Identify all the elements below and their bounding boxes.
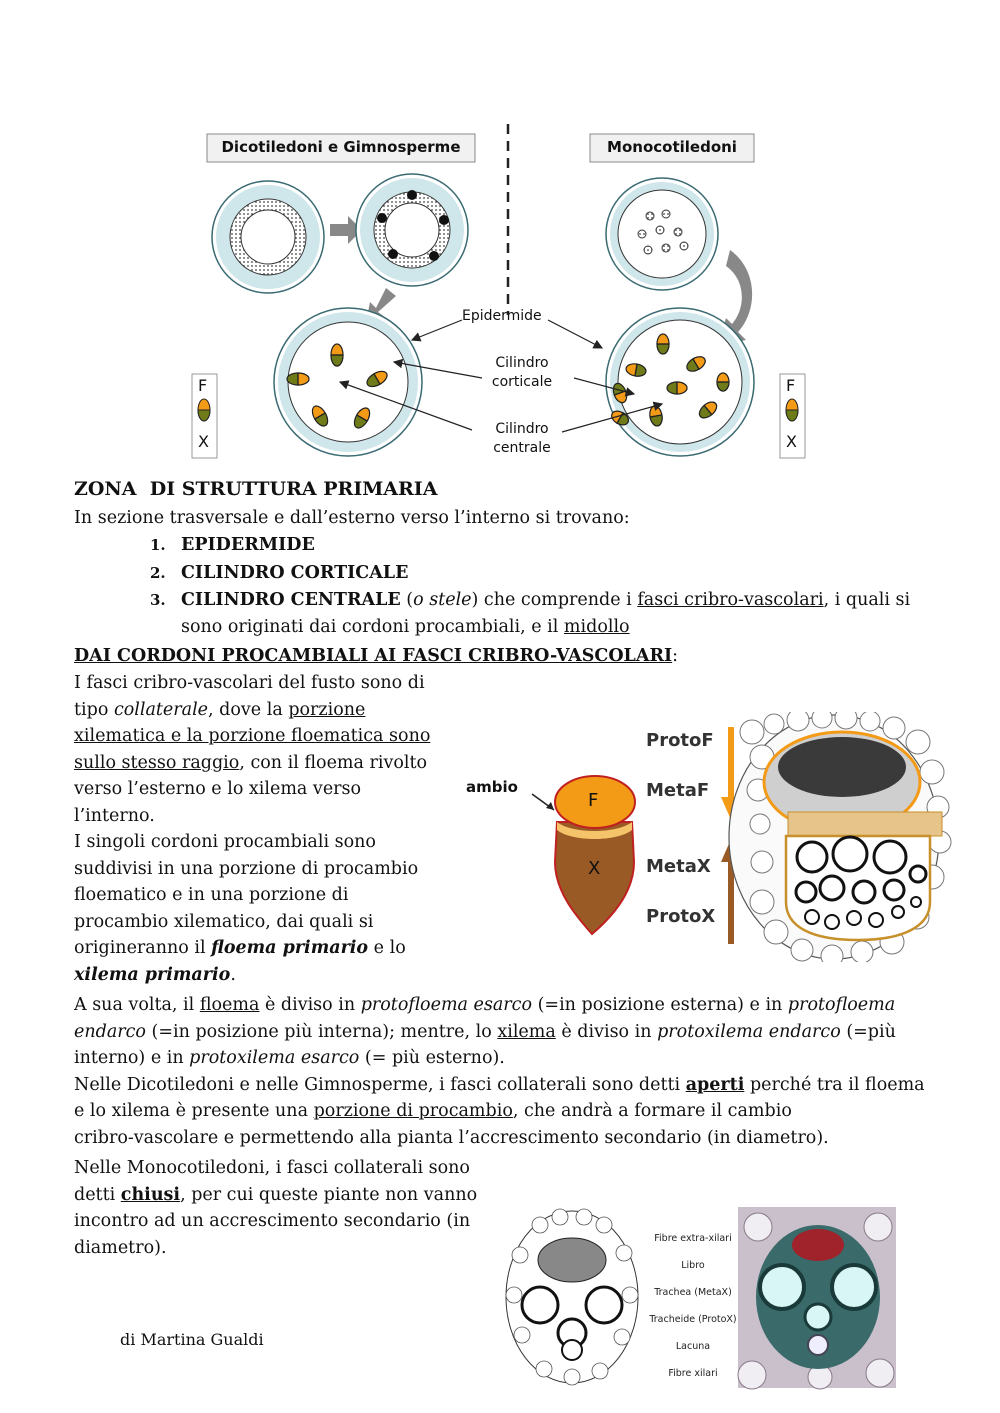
paragraph-monocot: Nelle Monocotiledoni, i fasci collaterali sono detti chiusi, per cui queste piante non vanno incontro ad un accrescimento secondario (in diametro). [74,1158,478,1258]
label-cambio: ambio [466,778,518,796]
section-title: ZONA DI STRUTTURA PRIMARIA [74,478,438,500]
label-epidermide: Epidermide [462,308,542,324]
label-dicotiledoni: Dicotiledoni e Gimnosperme [221,138,461,156]
section-intro: In sezione trasversale e dall’esterno verso l’interno si trovano: [74,508,630,528]
figure-bundle [462,712,952,962]
legend-left-x: X [198,432,209,451]
label-monocotiledoni: Monocotiledoni [607,138,737,156]
paragraph-collateral: I fasci cribro-vascolari del fusto sono di tipo collaterale, dove la porzione xilematica e la porzione floematica sono sullo stesso raggio, con il floema rivolto verso l’esterno e lo xilema verso l’interno. I singoli cordoni procambiali sono suddivisi in una porzione di procambio floematico e in una porzione di procambio xilematico, dai quali si origineranno il floema primario e lo xilema primario. [74,673,431,985]
list-item: 1. EPIDERMIDE [150,535,315,555]
paragraph-protofloema: A sua volta, il floema è diviso in protofloema esarco (=in posizione esterna) e in protofloema endarco (=in posizione più interna); mentre, lo xilema è diviso in protoxilema endarco (=più interno) e in protoxilema esarco (= più esterno). Nelle Dicotiledoni e nelle Gimnosperme, i fasci collaterali sono detti aperti perché tra il floema e lo xilema è presente una porzione di procambio, che andrà a formare il cambio cribro-vascolare e permettendo alla pianta l’accrescimento secondario (in diametro). [74,995,925,1148]
primary-structure-list [150,532,921,640]
footer-author: di Martina Gualdi [120,1330,264,1349]
legend-right-f: F [786,376,796,395]
bottom-figure-labels: Fibre extra-xilari Libro Trachea (MetaX) Tracheide (ProtoX) Lacuna Fibre xilari [649,1233,737,1379]
label-protox: ProtoX [646,906,716,927]
label-metaf: MetaF [646,780,710,801]
legend-right-x: X [786,432,797,451]
label-metax: MetaX [646,856,711,877]
label-f: F [588,790,599,811]
label-protof: ProtoF [646,730,714,751]
list-item: 3. CILINDRO CENTRALE (o stele) che comprende i fasci cribro-vascolari, i quali si sono originati dai cordoni procambiali, e il midollo [150,590,911,637]
label-x: X [588,858,601,879]
label-cilindro-centrale: Cilindro centrale [493,421,551,456]
legend-left-f: F [198,376,208,395]
list-item: 2. CILINDRO CORTICALE [150,562,409,583]
figure-monocot-bundle [500,1205,900,1390]
label-cilindro-corticale: Cilindro corticale [491,355,553,390]
stem-diagram [190,120,820,465]
subheading: DAI CORDONI PROCAMBIALI AI FASCI CRIBRO-VASCOLARI: [74,646,679,666]
figure-stem-types [190,120,820,465]
